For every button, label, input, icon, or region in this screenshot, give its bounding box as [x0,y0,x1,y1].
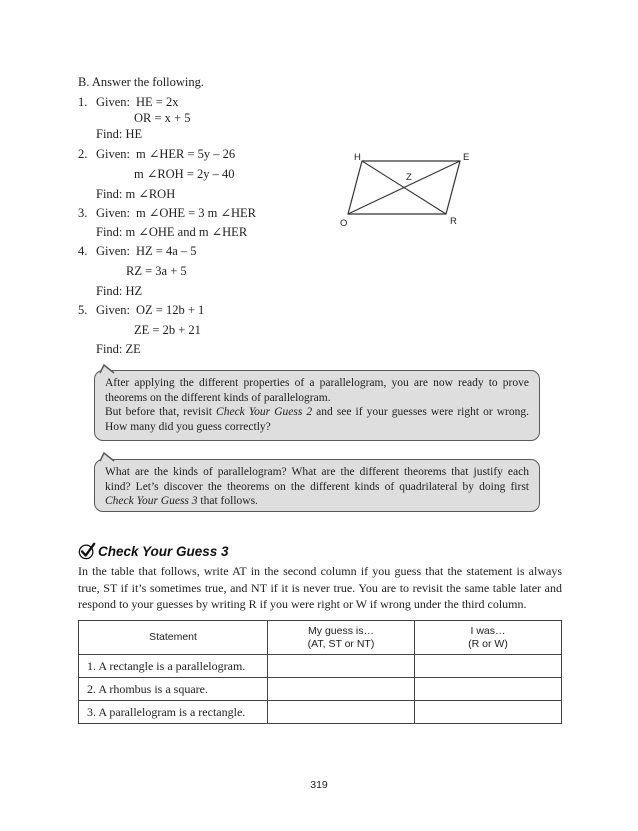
statement-cell: 3. A parallelogram is a rectangle. [79,701,268,724]
callout-box-1 [94,370,540,441]
callout-2-text-italic: Check Your Guess 3 [105,495,198,507]
vertex-label-r: R [450,216,457,227]
header-statement: Statement [79,621,268,655]
callout-2-text-pre: What are the kinds of parallelogram? What are the different theorems that justify each kind? Let’s discover the theorems on the different kinds of quadrilateral by doing first [105,466,529,493]
table-row [79,655,562,678]
problem-1-number: 1. [78,95,88,109]
callout-1-line-1: After applying the different properties of a parallelogram, you are now ready to prove theorems on the different kinds of parallelogram. [105,377,529,404]
result-cell[interactable] [415,655,562,678]
header-i-was [415,621,562,655]
header-i-was-line-1: I was… [470,624,506,637]
vertex-label-o: O [340,218,348,229]
statement-cell: 1. A rectangle is a parallelogram. [79,655,268,678]
diagonal-eo [348,161,460,214]
problem-3-line-1: m ∠OHE = 3 m ∠HER [136,206,257,220]
problem-4-find: Find: HZ [96,284,143,298]
problem-5-number: 5. [78,303,88,317]
callout-2-text-post: that follows. [197,495,258,507]
guess-cell[interactable] [268,701,415,724]
callout-1-line-2-pre: But before that, revisit [105,406,217,418]
guess-cell[interactable] [268,655,415,678]
callout-1-tail [98,364,120,374]
problem-3-find: Find: m ∠OHE and m ∠HER [96,225,248,239]
problem-1-find: Find: HE [96,127,143,141]
intersection-label-z: Z [406,172,412,183]
problem-5-line-1: OZ = 12b + 1 [136,303,205,317]
callout-box-2 [94,459,540,512]
problem-1-given-label: Given: [96,95,131,109]
problem-3-given-label: Given: [96,206,131,220]
section-heading: B. Answer the following. [78,75,205,89]
callout-1-line-2-italic: Check Your Guess 2 [216,406,313,418]
table-row [79,701,562,724]
statement-cell: 2. A rhombus is a square. [79,678,268,701]
callout-2-tail [98,452,120,462]
guess-cell[interactable] [268,678,415,701]
problem-2-given-label: Given: [96,147,131,161]
problem-2-line-2: m ∠ROH = 2y – 40 [134,167,235,181]
problem-2-find: Find: m ∠ROH [96,187,176,201]
problem-5-given-label: Given: [96,303,131,317]
checkmark-icon [78,542,96,560]
result-cell[interactable] [415,701,562,724]
vertex-label-h: H [354,152,361,163]
instructions-paragraph: In the table that follows, write AT in the second column if you guess that the statement is always true, ST if it’s sometimes true, and NT if it is never true. You are to revisit the same table later and respond to your guesses by writing R if you were right or W if wrong under the third column. [78,564,562,611]
callout-1-line-2-post: and see if your guesses were right or wrong. How many did you guess correctly? [105,406,529,433]
problem-4-number: 4. [78,244,88,258]
problem-3-number: 3. [78,206,88,220]
header-my-guess-line-2: (AT, ST or NT) [307,637,375,650]
header-i-was-line-2: (R or W) [468,637,508,650]
problem-1-line-2: OR = x + 5 [134,111,191,125]
problem-5-line-2: ZE = 2b + 21 [134,323,201,337]
guess-table [78,620,562,724]
problem-4-line-2: RZ = 3a + 5 [126,264,187,278]
problem-2-line-1: m ∠HER = 5y – 26 [136,147,236,161]
table-header-row [79,621,562,655]
problem-2-number: 2. [78,147,88,161]
problem-5-find: Find: ZE [96,342,141,356]
vertex-label-e: E [463,152,470,163]
problem-4-given-label: Given: [96,244,131,258]
table-row [79,678,562,701]
problem-1-line-1: HE = 2x [136,95,179,109]
result-cell[interactable] [415,678,562,701]
problem-4-line-1: HZ = 4a – 5 [136,244,197,258]
page-number: 319 [310,779,328,791]
check-your-guess-title: Check Your Guess 3 [98,543,229,559]
header-my-guess-line-1: My guess is… [308,624,374,637]
header-my-guess [268,621,415,655]
check-your-guess-heading [78,542,229,560]
